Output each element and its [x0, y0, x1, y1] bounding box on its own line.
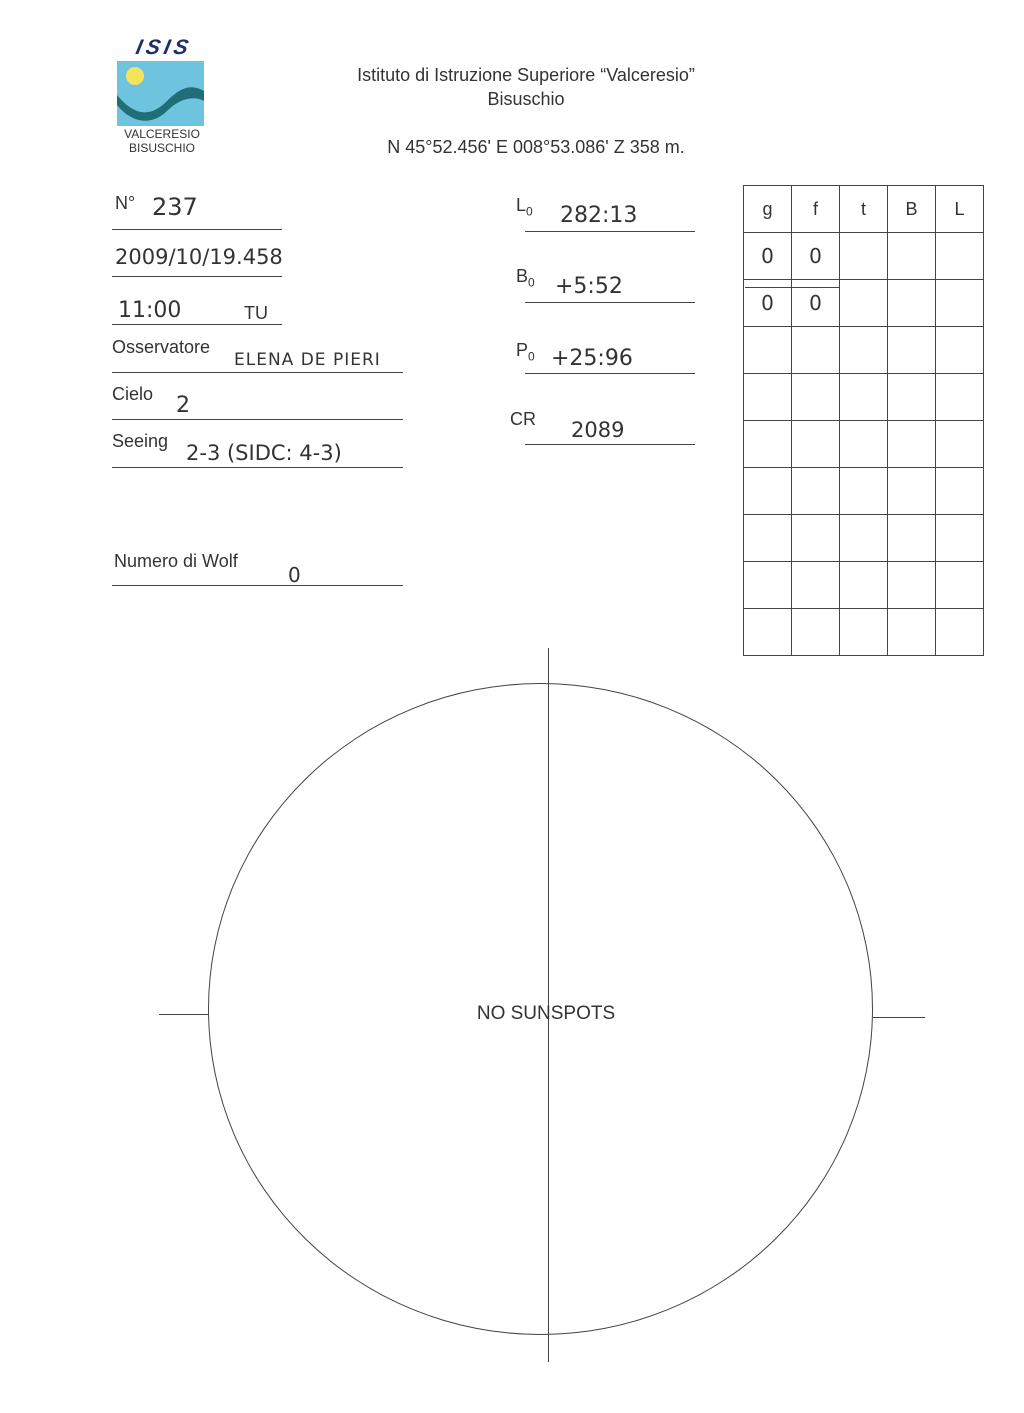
table-cell: 0: [744, 280, 792, 327]
logo-line2: BISUSCHIO: [128, 141, 195, 155]
logo-image: [117, 61, 204, 126]
table-row: [744, 562, 984, 609]
institute-name: Istituto di Istruzione Superiore “Valceresio”: [357, 65, 695, 85]
table-cell: [936, 327, 984, 374]
table-annotation-line: [745, 287, 840, 288]
table-cell: [936, 515, 984, 562]
table-cell: [888, 609, 936, 656]
p0-line: [525, 373, 695, 374]
logo-line1: VALCERESIO: [124, 127, 200, 141]
table-cell: [792, 327, 840, 374]
p0-label: $P_0$: [516, 340, 535, 364]
l0-line: [525, 231, 695, 232]
table-cell: [744, 374, 792, 421]
station-coordinates: N 45°52.456' E 008°53.086' Z 358 m.: [387, 137, 685, 157]
table-row: [744, 609, 984, 656]
time-line: [112, 324, 282, 325]
table-header-cell: t: [840, 186, 888, 233]
table-cell: [840, 374, 888, 421]
sunspot-count-table: [743, 185, 984, 656]
date-line: [112, 276, 282, 277]
table-header-row: [744, 186, 984, 233]
table-cell: [840, 515, 888, 562]
table-cell: 0: [792, 280, 840, 327]
sky-line: [112, 419, 403, 420]
table-cell: [936, 374, 984, 421]
observer-label: Osservatore: [112, 337, 211, 357]
time-suffix: TU: [244, 303, 268, 323]
wolf-label: Numero di Wolf: [114, 551, 238, 571]
table-cell: [888, 468, 936, 515]
institute-town: Bisuschio: [487, 89, 565, 109]
table-cell: [792, 421, 840, 468]
observer-value: ELENA DE PIERI: [234, 350, 381, 370]
table-cell: [936, 421, 984, 468]
table-row: [744, 515, 984, 562]
number-label: N°: [115, 193, 136, 213]
table-cell: [744, 421, 792, 468]
table-cell: [744, 468, 792, 515]
l0-value: 282:13: [560, 203, 638, 228]
table-row: [744, 468, 984, 515]
logo-sun-wave-icon: [117, 61, 204, 126]
disc-left-tick: [159, 1014, 209, 1015]
sky-label: Cielo: [112, 384, 154, 404]
date-value: 2009/10/19.458: [115, 245, 283, 269]
table-cell: [840, 468, 888, 515]
table-cell: [888, 421, 936, 468]
table-cell: [888, 233, 936, 280]
table-cell: [840, 280, 888, 327]
table-cell: [744, 515, 792, 562]
table-cell: [744, 609, 792, 656]
table-cell: [888, 562, 936, 609]
observer-line: [112, 372, 403, 373]
table-cell: [936, 280, 984, 327]
seeing-line: [112, 467, 403, 468]
table-cell: [792, 468, 840, 515]
seeing-value: 2-3 (SIDC: 4-3): [186, 441, 342, 465]
p0-value: +25:96: [551, 346, 633, 371]
number-value: 237: [152, 193, 198, 221]
table-row: [744, 233, 984, 280]
table-row: [744, 421, 984, 468]
table-cell: [792, 374, 840, 421]
table-header-cell: B: [888, 186, 936, 233]
table-cell: [840, 562, 888, 609]
table-cell: [744, 327, 792, 374]
table-cell: [840, 327, 888, 374]
table-cell: [936, 233, 984, 280]
table-row: [744, 374, 984, 421]
table-cell: [936, 609, 984, 656]
b0-value: +5:52: [555, 274, 623, 299]
wolf-value: 0: [288, 563, 301, 587]
table-header-cell: g: [744, 186, 792, 233]
sky-value: 2: [176, 393, 190, 418]
seeing-label: Seeing: [112, 431, 169, 451]
table-cell: [888, 327, 936, 374]
table-cell: [840, 233, 888, 280]
cr-label: CR: [510, 409, 536, 429]
wolf-line: [112, 585, 403, 586]
cr-value: 2089: [571, 418, 625, 442]
l0-label: $L_0$: [516, 195, 533, 219]
table-cell: [840, 609, 888, 656]
table-cell: 0: [792, 233, 840, 280]
table-cell: [792, 562, 840, 609]
table-cell: 0: [744, 233, 792, 280]
logo-wordmark: ISIS: [133, 36, 195, 59]
table-cell: [888, 515, 936, 562]
no-sunspots-note: NO SUNSPOTS: [476, 1003, 616, 1024]
table-row: [744, 327, 984, 374]
table-cell: [888, 374, 936, 421]
b0-line: [525, 302, 695, 303]
table-cell: [936, 562, 984, 609]
table-header-cell: f: [792, 186, 840, 233]
number-line: [112, 229, 282, 230]
table-cell: [840, 421, 888, 468]
b0-label: $B_0$: [516, 266, 535, 290]
cr-line: [525, 444, 695, 445]
table-cell: [792, 609, 840, 656]
time-value: 11:00: [118, 298, 182, 323]
table-cell: [888, 280, 936, 327]
table-cell: [792, 515, 840, 562]
table-cell: [936, 468, 984, 515]
table-header-cell: L: [936, 186, 984, 233]
table-cell: [744, 562, 792, 609]
disc-right-tick: [873, 1017, 925, 1018]
